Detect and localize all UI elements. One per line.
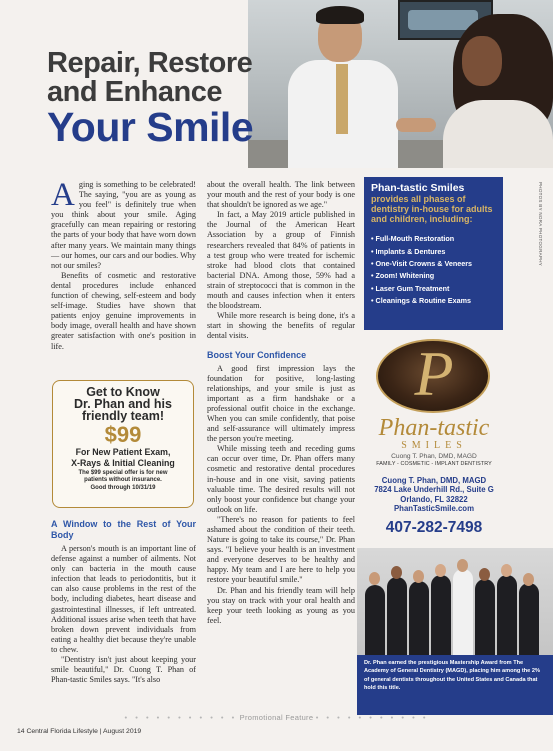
list-item: • One-Visit Crowns & Veneers bbox=[371, 258, 473, 268]
body-paragraph: about the overall health. The link between your mouth and the rest of your body is one that shouldn't be ignored as we age." bbox=[207, 180, 355, 210]
body-paragraph: While missing teeth and receding gums can occur over time, Dr. Phan offers many cosmetic and restorative dental procedures in-house and in one visit, saving patients valuable time. The desired results will not only boost your confidence but change your outlook on life. bbox=[207, 444, 355, 514]
phone-number[interactable]: 407-282-7498 bbox=[385, 518, 483, 536]
website-link[interactable]: PhanTasticSmile.com bbox=[393, 504, 475, 514]
photo-credit: PHOTOS BY NORA PHOTOGRAPHY bbox=[538, 182, 543, 267]
promo-fine-1: The $99 special offer is for new bbox=[78, 470, 168, 476]
body-paragraph: While more research is being done, it's a start in showing the benefits of regular dental visits. bbox=[207, 311, 355, 341]
list-item: • Implants & Dentures bbox=[371, 246, 446, 256]
promo-title-2: Dr. Phan and his bbox=[74, 397, 172, 411]
promo-title-1: Get to Know bbox=[86, 385, 160, 399]
logo-smiles: SMILES bbox=[401, 440, 467, 451]
article-column-2 bbox=[207, 180, 355, 626]
body-paragraph: Dr. Phan and his friendly team will help you stay on track with your oral health and keep your teeth looking as young as you feel. bbox=[207, 585, 355, 625]
services-box bbox=[364, 177, 503, 330]
doctor-credential: Cuong T. Phan, DMD, MAGD bbox=[391, 453, 477, 460]
promo-offer-1: For New Patient Exam, bbox=[75, 447, 171, 457]
body-paragraph: "Dentistry isn't just about keeping your smile beautiful," Dr. Cuong T. Phan of Phan-tastic Smiles says. "It's also bbox=[51, 655, 196, 685]
list-item: • Full-Mouth Restoration bbox=[371, 234, 455, 244]
headline-line-2: and Enhance bbox=[47, 76, 222, 108]
promotional-feature-tag: • • • • • • • • • • • Promotional Feature • • • • • • • • • • • bbox=[124, 713, 429, 722]
body-paragraph: A person's mouth is an important line of defense against a number of ailments. Not only can bacteria in the mouth cause infection that leads to periodontitis, but it can also cause problems in the rest of the body, including diabetes, heart disease and gastrointestinal illnesses, if left untreated. Additional issues arise when teeth that have broken down prevent individuals from eating a healthy diet because they're unable to chew. bbox=[51, 544, 196, 654]
article-column-1 bbox=[51, 177, 196, 352]
headline-line-1: Repair, Restore bbox=[47, 47, 253, 79]
promo-price: $99 bbox=[104, 422, 142, 447]
services-subtitle: provides all phases of dentistry in-house for adults and children, including: bbox=[371, 194, 493, 224]
subhead-window: A Window to the Rest of Your Body bbox=[51, 519, 196, 540]
body-paragraph: A good first impression lays the foundation for positive, long-lasting relationships, and your smile is just as important as a firm handshake or a professional outfit choice in the exchange. When you can smile confidently, that poise and self-assurance will ultimately impress the person you're meeting. bbox=[207, 363, 355, 444]
team-photo bbox=[357, 548, 553, 655]
promo-fine-2: patients without insurance. bbox=[84, 477, 162, 484]
promo-box bbox=[52, 380, 194, 508]
photo-caption: Dr. Phan earned the prestigious Mastership Award from The Academy of General Dentistry (MAGD), placing him among the 2% of general dentists throughout the United States and Canada that hold this title. bbox=[357, 655, 553, 715]
list-item: • Cleanings & Routine Exams bbox=[371, 295, 471, 305]
intro-paragraph: Aging is something to be celebrated! The saying, "you are as young as you feel" is definitely true when you think about your smile. Aging gracefully can mean repairing or restoring the parts of your body that have worn down after many years. We maintain many things — our homes, our cars and our bodies. Why not our smiles? bbox=[51, 177, 196, 270]
services-list bbox=[371, 233, 496, 307]
promo-offer-2: X-Rays & Initial Cleaning bbox=[71, 457, 175, 468]
practice-logo bbox=[364, 336, 504, 462]
address-line-2: Orlando, FL 32822 bbox=[400, 494, 468, 504]
logo-letter: P bbox=[414, 338, 454, 409]
body-paragraph: "There's no reason for patients to feel ashamed about the condition of their teeth. Nature is going to take its course," Dr. Phan says. "I believe your health is an investment and everyone deserves to be healthy and happy. My team and I are here to help you restore your beautiful smile." bbox=[207, 514, 355, 585]
contact-name: Cuong T. Phan, DMD, MAGD bbox=[381, 476, 487, 485]
contact-block bbox=[356, 453, 512, 537]
promo-fine-3: Good through 10/31/19 bbox=[90, 484, 156, 491]
headline-line-3: Your Smile bbox=[47, 104, 254, 150]
specialties: FAMILY - COSMETIC - IMPLANT DENTISTRY bbox=[376, 461, 492, 467]
page-folio: 14 Central Florida Lifestyle | August 2019 bbox=[17, 728, 142, 735]
logo-brand: Phan-tastic bbox=[378, 415, 490, 441]
list-item: • Laser Gum Treatment bbox=[371, 283, 450, 293]
services-title: Phan-tastic Smiles bbox=[371, 182, 465, 194]
list-item: • Zoom! Whitening bbox=[371, 271, 435, 281]
address-line-1: 7824 Lake Underhill Rd., Suite G bbox=[374, 485, 494, 495]
page-title bbox=[47, 49, 297, 148]
dropcap: A bbox=[51, 177, 75, 213]
article-column-1-lower bbox=[51, 519, 196, 685]
body-paragraph: In fact, a May 2019 article published in the Journal of the American Heart Association by a group of Finnish researchers revealed that 84% of patients in a test group who were treated for ischemic stroke had blood clots that contained bacterial DNA. Among those, 59% had a strain of streptococci that is common in the mouth and causes infection when it enters the bloodstream. bbox=[207, 210, 355, 311]
body-paragraph: Benefits of cosmetic and restorative dental procedures include enhanced function of chewing, self-esteem and body self-image. Studies have shown that patients enjoy genuine improvements in body image, overall health and have shown greater satisfaction with one's position in life. bbox=[51, 270, 196, 351]
subhead-confidence: Boost Your Confidence bbox=[207, 349, 307, 360]
promo-title-3: friendly team! bbox=[82, 409, 164, 423]
